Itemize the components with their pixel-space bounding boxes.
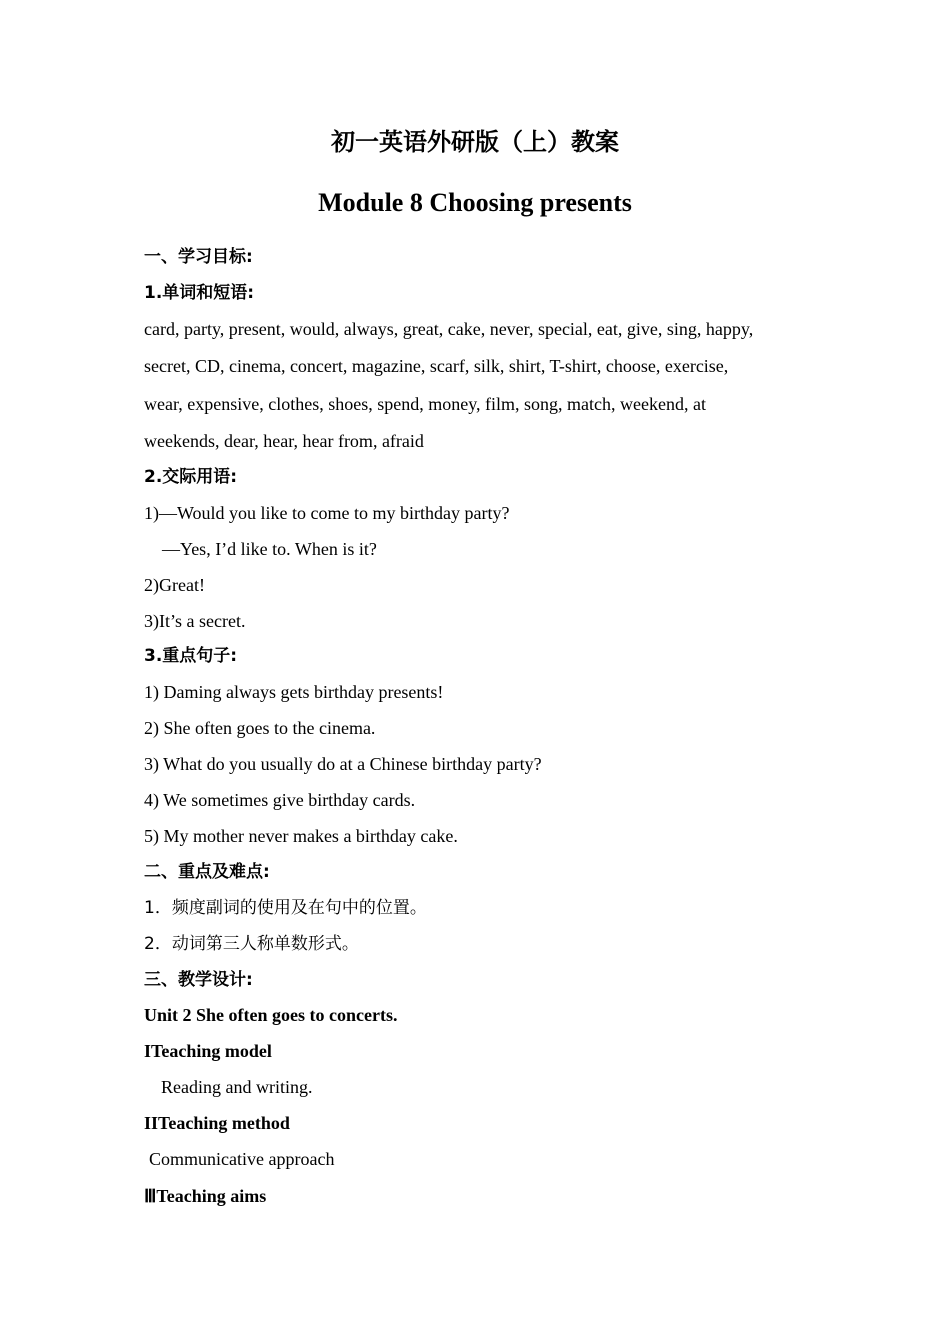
- section3-heading: 三、教学设计:: [144, 970, 253, 990]
- teaching-method-heading: IITeaching method: [144, 1113, 290, 1133]
- difficulty-item: 1．频度副词的使用及在句中的位置。: [144, 898, 427, 918]
- communication-line: 1)—Would you like to come to my birthday party?: [144, 503, 510, 523]
- section2-heading: 二、重点及难点:: [144, 862, 270, 882]
- vocab-line: card, party, present, would, always, great, cake, never, special, eat, give, sing, happy,: [144, 319, 754, 339]
- vocab-line: weekends, dear, hear, hear from, afraid: [144, 431, 424, 451]
- communication-line: 2)Great!: [144, 575, 205, 595]
- unit-title: Unit 2 She often goes to concerts.: [144, 1005, 398, 1025]
- teaching-model-heading: ITeaching model: [144, 1041, 272, 1061]
- sentence-line: 1) Daming always gets birthday presents!: [144, 682, 444, 702]
- difficulty-item: 2．动词第三人称单数形式。: [144, 934, 359, 954]
- document-title: 初一英语外研版（上）教案: [331, 128, 619, 156]
- sentence-line: 2) She often goes to the cinema.: [144, 718, 376, 738]
- vocab-heading: 1.单词和短语:: [144, 283, 255, 303]
- sentence-line: 4) We sometimes give birthday cards.: [144, 790, 416, 810]
- document-subtitle: Module 8 Choosing presents: [318, 188, 632, 217]
- sentence-line: 3) What do you usually do at a Chinese birthday party?: [144, 754, 542, 774]
- vocab-line: wear, expensive, clothes, shoes, spend, money, film, song, match, weekend, at: [144, 394, 706, 414]
- sentences-heading: 3.重点句子:: [144, 646, 238, 666]
- teaching-method-text: Communicative approach: [149, 1149, 335, 1169]
- communication-heading: 2.交际用语:: [144, 467, 238, 487]
- section1-heading: 一、学习目标:: [144, 247, 253, 267]
- vocab-line: secret, CD, cinema, concert, magazine, scarf, silk, shirt, T-shirt, choose, exercise,: [144, 356, 729, 376]
- teaching-model-text: Reading and writing.: [161, 1077, 313, 1097]
- teaching-aims-heading: ⅢTeaching aims: [144, 1186, 267, 1206]
- communication-line: 3)It’s a secret.: [144, 611, 246, 631]
- communication-line: —Yes, I’d like to. When is it?: [162, 539, 377, 559]
- sentence-line: 5) My mother never makes a birthday cake.: [144, 826, 458, 846]
